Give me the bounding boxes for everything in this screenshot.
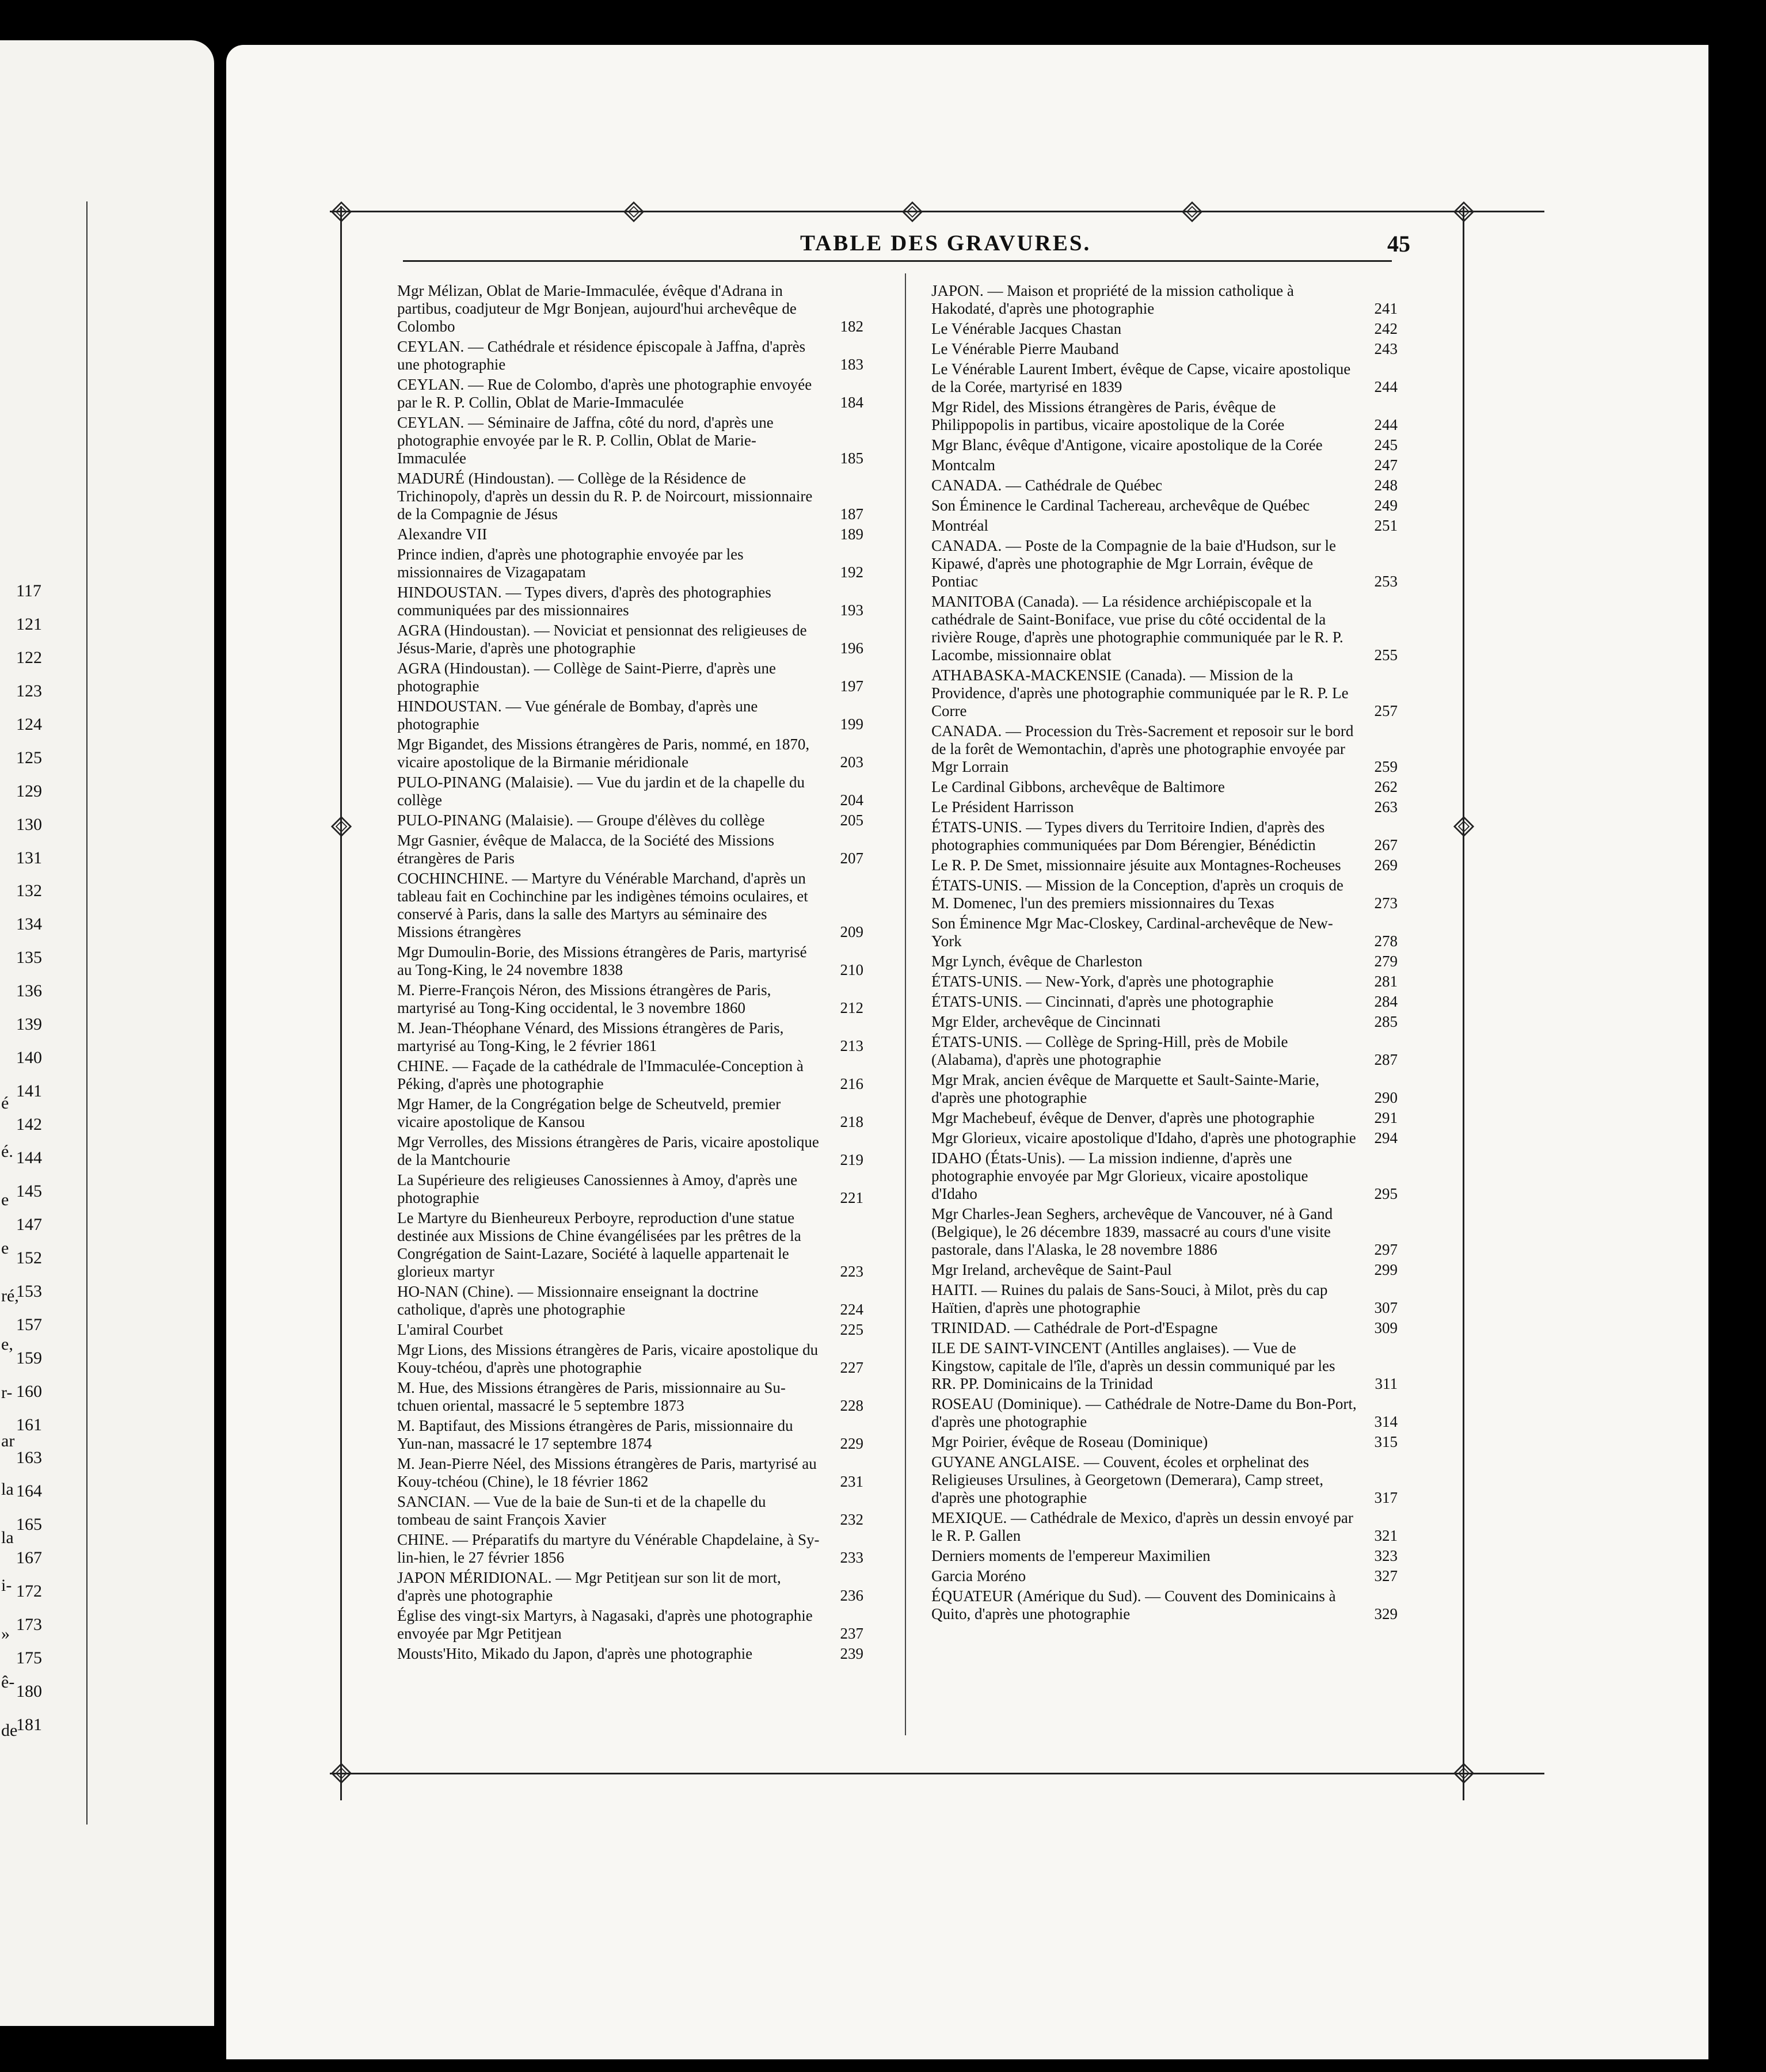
entry-caption: Le Martyre du Bienheureux Perboyre, reproduction d'une statue destinée aux Missions de Chine évangélisées par les prêtres de la Congrégation de Saint-Lazare, Société à laquelle appartenait le glorieux martyr	[397, 1209, 801, 1280]
index-entry	[397, 1379, 863, 1415]
index-entry	[397, 584, 863, 619]
ornament-icon	[1182, 201, 1202, 222]
index-entry	[931, 993, 1398, 1011]
entry-page-number: 210	[840, 961, 863, 978]
index-entry	[397, 622, 863, 657]
facing-page-fragment: e	[1, 1190, 9, 1209]
index-entry	[397, 1341, 863, 1377]
entry-caption: M. Hue, des Missions étrangères de Paris, missionnaire au Su-tchuen oriental, massacré le 5 septembre 1873	[397, 1379, 786, 1414]
facing-page-number: 160	[16, 1381, 42, 1401]
entry-caption: JAPON. — Maison et propriété de la mission catholique à Hakodaté, d'après une photographie	[931, 282, 1294, 317]
index-entry	[931, 1587, 1398, 1623]
frame-bottom-rule	[330, 1773, 1544, 1774]
frame-top-rule	[330, 211, 1544, 212]
entry-caption: ÉTATS-UNIS. — Types divers du Territoire Indien, d'après des photographies communiquées par Dom Bérengier, Bénédictin	[931, 818, 1325, 854]
facing-page-number: 117	[16, 581, 41, 600]
entry-page-number: 199	[840, 715, 863, 733]
entry-caption: Mgr Mélizan, Oblat de Marie-Immaculée, évêque d'Adrana in partibus, coadjuteur de Mgr Bonjean, aujourd'hui archevêque de Colombo	[397, 282, 797, 335]
facing-page-fragment: e,	[1, 1335, 13, 1354]
index-entry	[397, 660, 863, 695]
entry-caption: ÉQUATEUR (Amérique du Sud). — Couvent des Dominicains à Quito, d'après une photographie	[931, 1587, 1336, 1622]
index-entry	[397, 414, 863, 467]
entry-caption: Mgr Hamer, de la Congrégation belge de Scheutveld, premier vicaire apostolique de Kansou	[397, 1095, 781, 1130]
entry-page-number: 218	[840, 1113, 863, 1130]
entry-page-number: 212	[840, 999, 863, 1016]
entry-caption: PULO-PINANG (Malaisie). — Groupe d'élèves du collège	[397, 812, 765, 829]
index-entry	[931, 477, 1398, 494]
entry-caption: Montréal	[931, 517, 988, 534]
column-divider	[905, 273, 906, 1735]
facing-page-edge	[0, 40, 214, 2026]
entry-caption: CEYLAN. — Séminaire de Jaffna, côté du nord, d'après une photographie envoyée par le R. P. Collin, Oblat de Marie-Immaculée	[397, 414, 774, 467]
entry-caption: HAITI. — Ruines du palais de Sans-Souci, à Milot, près du cap Haïtien, d'après une photographie	[931, 1281, 1328, 1316]
facing-page-number: 122	[16, 648, 42, 667]
entry-caption: Alexandre VII	[397, 525, 488, 543]
entry-caption: AGRA (Hindoustan). — Noviciat et pensionnat des religieuses de Jésus-Marie, d'après une photographie	[397, 622, 807, 657]
entry-page-number: 225	[840, 1321, 863, 1338]
entry-page-number: 184	[840, 394, 863, 411]
entry-page-number: 231	[840, 1473, 863, 1490]
frame-left-rule	[340, 206, 342, 1800]
facing-page-fragment: la	[1, 1528, 14, 1547]
index-entry	[931, 915, 1398, 950]
entry-caption: Mousts'Hito, Mikado du Japon, d'après une photographie	[397, 1645, 753, 1662]
ornament-icon	[331, 201, 352, 222]
page-number: 45	[1387, 231, 1410, 257]
index-entry	[397, 736, 863, 771]
index-entry	[931, 1567, 1398, 1585]
index-entry	[931, 1149, 1398, 1203]
entry-caption: MADURÉ (Hindoustan). — Collège de la Résidence de Trichinopoly, d'après un dessin du R. P. de Noircourt, missionnaire de la Compagnie de Jésus	[397, 470, 813, 523]
entry-page-number: 189	[840, 525, 863, 543]
entry-caption: HINDOUSTAN. — Vue générale de Bombay, d'après une photographie	[397, 698, 758, 733]
facing-page-frame-line	[86, 201, 87, 1825]
index-entry	[931, 798, 1398, 816]
entry-caption: TRINIDAD. — Cathédrale de Port-d'Espagne	[931, 1319, 1218, 1336]
index-entry	[931, 856, 1398, 874]
entry-caption: IDAHO (États-Unis). — La mission indienne, d'après une photographie envoyée par Mgr Glorieux, vicaire apostolique d'Idaho	[931, 1149, 1308, 1202]
entry-page-number: 241	[1374, 300, 1398, 317]
entry-caption: Mgr Machebeuf, évêque de Denver, d'après une photographie	[931, 1109, 1315, 1126]
entry-caption: CANADA. — Cathédrale de Québec	[931, 477, 1163, 494]
entry-page-number: 219	[840, 1151, 863, 1168]
index-entry	[931, 1547, 1398, 1565]
entry-page-number: 247	[1374, 456, 1398, 474]
index-entry	[931, 666, 1398, 720]
entry-page-number: 183	[840, 356, 863, 373]
facing-page-number: 165	[16, 1515, 42, 1534]
index-entry	[397, 981, 863, 1017]
facing-page-fragment: ar	[1, 1431, 15, 1450]
facing-page-number: 125	[16, 748, 42, 767]
entry-page-number: 213	[840, 1037, 863, 1054]
index-entry	[397, 1493, 863, 1529]
entry-page-number: 239	[840, 1645, 863, 1662]
index-entry	[397, 698, 863, 733]
entry-page-number: 307	[1374, 1299, 1398, 1316]
entry-caption: M. Jean-Pierre Néel, des Missions étrangères de Paris, martyrisé au Kouy-tchéou (Chine), le 18 février 1862	[397, 1455, 817, 1490]
entry-page-number: 232	[840, 1511, 863, 1528]
entry-caption: M. Pierre-François Néron, des Missions étrangères de Paris, martyrisé au Tong-King occidental, le 3 novembre 1860	[397, 981, 771, 1016]
ornament-icon	[902, 201, 923, 222]
entry-page-number: 196	[840, 639, 863, 657]
index-entry	[931, 593, 1398, 664]
entry-caption: La Supérieure des religieuses Canossiennes à Amoy, d'après une photographie	[397, 1171, 798, 1206]
index-entry	[397, 1321, 863, 1339]
entry-caption: Mgr Elder, archevêque de Cincinnati	[931, 1013, 1161, 1030]
facing-page-number: 121	[16, 614, 42, 634]
index-entry	[931, 1071, 1398, 1107]
entry-page-number: 259	[1374, 758, 1398, 775]
entry-page-number: 287	[1374, 1051, 1398, 1068]
facing-page-number: 145	[16, 1181, 42, 1201]
facing-page-fragment: r-	[1, 1383, 13, 1403]
entry-caption: Montcalm	[931, 456, 995, 474]
facing-page-number: 141	[16, 1081, 42, 1101]
index-entry	[931, 818, 1398, 854]
facing-page-fragment: de	[1, 1721, 18, 1740]
index-entry	[397, 525, 863, 543]
entry-page-number: 309	[1374, 1319, 1398, 1336]
entry-caption: M. Jean-Théophane Vénard, des Missions étrangères de Paris, martyrisé au Tong-King, le 2 février 1861	[397, 1019, 784, 1054]
index-column-right	[931, 282, 1398, 1625]
entry-page-number: 255	[1374, 646, 1398, 664]
facing-page-number: 175	[16, 1648, 42, 1668]
entry-page-number: 204	[840, 791, 863, 809]
index-entry	[931, 1129, 1398, 1147]
ornament-icon	[331, 1763, 352, 1784]
index-entry	[931, 877, 1398, 912]
entry-page-number: 245	[1374, 436, 1398, 454]
entry-page-number: 197	[840, 677, 863, 695]
entry-caption: MEXIQUE. — Cathédrale de Mexico, d'après un dessin envoyé par le R. P. Gallen	[931, 1509, 1353, 1544]
index-entry	[397, 282, 863, 336]
index-entry	[931, 973, 1398, 991]
facing-page-number: 144	[16, 1148, 42, 1167]
entry-page-number: 311	[1375, 1375, 1398, 1392]
index-entry	[397, 1417, 863, 1453]
index-entry	[931, 1509, 1398, 1545]
entry-page-number: 323	[1374, 1547, 1398, 1564]
index-entry	[931, 1013, 1398, 1031]
entry-page-number: 237	[840, 1625, 863, 1642]
index-entry	[397, 1531, 863, 1567]
entry-page-number: 216	[840, 1075, 863, 1092]
entry-page-number: 185	[840, 450, 863, 467]
index-entry	[931, 1453, 1398, 1507]
entry-caption: MANITOBA (Canada). — La résidence archiépiscopale et la cathédrale de Saint-Boniface, vue prise du côté occidental de la rivière Rouge, d'après une photographie communiquée par le R. P. Lacombe, missionnaire oblat	[931, 593, 1343, 664]
index-entry	[397, 1607, 863, 1643]
index-entry	[397, 1455, 863, 1491]
entry-page-number: 295	[1374, 1185, 1398, 1202]
index-entry	[931, 360, 1398, 396]
entry-page-number: 207	[840, 850, 863, 867]
index-entry	[931, 1395, 1398, 1431]
entry-page-number: 315	[1374, 1433, 1398, 1450]
index-entry	[397, 338, 863, 374]
entry-caption: Mgr Dumoulin-Borie, des Missions étrangères de Paris, martyrisé au Tong-King, le 24 novembre 1838	[397, 943, 807, 978]
index-entry	[931, 537, 1398, 591]
facing-page-number: 131	[16, 848, 42, 867]
index-entry	[397, 1171, 863, 1207]
entry-caption: Mgr Verrolles, des Missions étrangères de Paris, vicaire apostolique de la Mantchourie	[397, 1133, 819, 1168]
index-entry	[397, 774, 863, 809]
entry-page-number: 233	[840, 1549, 863, 1566]
index-entry	[931, 1205, 1398, 1259]
entry-caption: ÉTATS-UNIS. — Mission de la Conception, d'après un croquis de M. Domenec, l'un des premiers missionnaires du Texas	[931, 877, 1343, 912]
entry-caption: L'amiral Courbet	[397, 1321, 504, 1338]
facing-page-number: 140	[16, 1048, 42, 1068]
ornament-icon	[1453, 816, 1474, 837]
index-entry	[931, 1339, 1398, 1393]
entry-page-number: 329	[1374, 1605, 1398, 1622]
ornament-icon	[623, 201, 644, 222]
facing-page-fragment: ê-	[1, 1673, 15, 1692]
index-entry	[397, 1095, 863, 1131]
facing-page-number: 132	[16, 881, 42, 901]
entry-page-number: 278	[1374, 932, 1398, 950]
ornament-icon	[331, 816, 352, 837]
frame-right-rule	[1463, 206, 1464, 1800]
entry-page-number: 248	[1374, 477, 1398, 494]
entry-caption: Le Vénérable Laurent Imbert, évêque de Capse, vicaire apostolique de la Corée, martyrisé en 1839	[931, 360, 1351, 395]
facing-page-number: 124	[16, 714, 42, 734]
entry-page-number: 314	[1374, 1413, 1398, 1430]
facing-page-number: 147	[16, 1214, 42, 1234]
entry-page-number: 257	[1374, 702, 1398, 719]
entry-caption: ÉTATS-UNIS. — Collège de Spring-Hill, près de Mobile (Alabama), d'après une photographie	[931, 1033, 1288, 1068]
entry-page-number: 263	[1374, 798, 1398, 816]
entry-page-number: 249	[1374, 497, 1398, 514]
entry-caption: PULO-PINANG (Malaisie). — Vue du jardin et de la chapelle du collège	[397, 774, 805, 809]
running-head-title: TABLE DES GRAVURES.	[800, 231, 1091, 256]
entry-page-number: 227	[840, 1359, 863, 1376]
entry-caption: CANADA. — Procession du Très-Sacrement et reposoir sur le bord de la forêt de Wemontachin, d'après une photographie envoyée par Mgr Lorrain	[931, 722, 1354, 775]
entry-caption: HINDOUSTAN. — Types divers, d'après des photographies communiquées par des missionnaires	[397, 584, 771, 619]
facing-page-number: 152	[16, 1248, 42, 1267]
entry-caption: ROSEAU (Dominique). — Cathédrale de Notre-Dame du Bon-Port, d'après une photographie	[931, 1395, 1357, 1430]
index-entry	[397, 832, 863, 867]
index-entry	[931, 1281, 1398, 1317]
facing-page-fragment: é.	[1, 1141, 13, 1161]
entry-page-number: 253	[1374, 573, 1398, 590]
ornament-icon	[1453, 1763, 1474, 1784]
facing-page-number: 159	[16, 1348, 42, 1368]
entry-caption: Mgr Charles-Jean Seghers, archevêque de Vancouver, né à Gand (Belgique), le 26 décembre 1839, massacré au cours d'une visite pastorale, dans l'Alaska, le 28 novembre 1886	[931, 1205, 1333, 1258]
entry-caption: Mgr Gasnier, évêque de Malacca, de la Société des Missions étrangères de Paris	[397, 832, 774, 867]
entry-caption: ÉTATS-UNIS. — New-York, d'après une photographie	[931, 973, 1274, 990]
facing-page-number: 130	[16, 814, 42, 834]
entry-caption: Mgr Bigandet, des Missions étrangères de Paris, nommé, en 1870, vicaire apostolique de la Birmanie méridionale	[397, 736, 810, 771]
entry-page-number: 236	[840, 1587, 863, 1604]
index-entry	[931, 436, 1398, 454]
index-entry	[397, 1283, 863, 1319]
entry-page-number: 229	[840, 1435, 863, 1452]
entry-caption: Prince indien, d'après une photographie envoyée par les missionnaires de Vizagapatam	[397, 546, 744, 581]
index-entry	[931, 1433, 1398, 1451]
entry-page-number: 281	[1374, 973, 1398, 990]
entry-caption: CHINE. — Préparatifs du martyre du Vénérable Chapdelaine, à Sy-lin-hien, le 27 février 1856	[397, 1531, 820, 1566]
entry-page-number: 205	[840, 812, 863, 829]
index-entry	[931, 320, 1398, 338]
facing-page-fragment: é	[1, 1094, 9, 1113]
facing-page-number: 157	[16, 1315, 42, 1334]
entry-page-number: 203	[840, 753, 863, 771]
facing-page-number: 180	[16, 1682, 42, 1701]
facing-page-number: 134	[16, 915, 42, 934]
entry-page-number: 221	[840, 1189, 863, 1206]
index-entry	[397, 1019, 863, 1055]
entry-caption: Le Président Harrisson	[931, 798, 1074, 816]
entry-caption: Son Éminence Mgr Mac-Closkey, Cardinal-archevêque de New-York	[931, 915, 1333, 950]
entry-page-number: 269	[1374, 856, 1398, 874]
facing-page-number: 136	[16, 981, 42, 1001]
index-entry	[931, 722, 1398, 776]
entry-page-number: 317	[1374, 1489, 1398, 1506]
index-entry	[397, 1209, 863, 1281]
facing-page-fragment: i-	[1, 1576, 12, 1595]
entry-caption: Le R. P. De Smet, missionnaire jésuite aux Montagnes-Rocheuses	[931, 856, 1341, 874]
entry-caption: Mgr Lynch, évêque de Charleston	[931, 953, 1143, 970]
entry-caption: CEYLAN. — Cathédrale et résidence épiscopale à Jaffna, d'après une photographie	[397, 338, 806, 373]
entry-caption: AGRA (Hindoustan). — Collège de Saint-Pierre, d'après une photographie	[397, 660, 776, 695]
index-entry	[931, 497, 1398, 515]
entry-caption: Son Éminence le Cardinal Tachereau, archevêque de Québec	[931, 497, 1310, 514]
index-entry	[397, 812, 863, 829]
entry-caption: CEYLAN. — Rue de Colombo, d'après une photographie envoyée par le R. P. Collin, Oblat de Marie-Immaculée	[397, 376, 812, 411]
entry-page-number: 321	[1374, 1527, 1398, 1544]
facing-page-number: 139	[16, 1015, 42, 1034]
index-entry	[931, 1261, 1398, 1279]
entry-caption: Mgr Poirier, évêque de Roseau (Dominique)	[931, 1433, 1208, 1450]
entry-caption: Église des vingt-six Martyrs, à Nagasaki, d'après une photographie envoyée par Mgr Petitjean	[397, 1607, 813, 1642]
index-entry	[397, 943, 863, 979]
entry-page-number: 242	[1374, 320, 1398, 337]
entry-page-number: 297	[1374, 1241, 1398, 1258]
entry-caption: ÉTATS-UNIS. — Cincinnati, d'après une photographie	[931, 993, 1274, 1010]
index-entry	[397, 1057, 863, 1093]
entry-page-number: 187	[840, 505, 863, 523]
entry-caption: M. Baptifaut, des Missions étrangères de Paris, missionnaire du Yun-nan, massacré le 17 septembre 1874	[397, 1417, 793, 1452]
entry-page-number: 285	[1374, 1013, 1398, 1030]
entry-page-number: 299	[1374, 1261, 1398, 1278]
facing-page-number: 142	[16, 1115, 42, 1134]
facing-page-number: 123	[16, 681, 42, 700]
entry-caption: HO-NAN (Chine). — Missionnaire enseignant la doctrine catholique, d'après une photographie	[397, 1283, 759, 1318]
entry-caption: Le Vénérable Pierre Mauband	[931, 340, 1119, 357]
index-entry	[931, 517, 1398, 535]
entry-caption: COCHINCHINE. — Martyre du Vénérable Marchand, d'après un tableau fait en Cochinchine par les indigènes témoins oculaires, et conservé à Paris, dans la salle des Martyrs au séminaire des Missions étrangères	[397, 870, 808, 940]
index-entry	[931, 1033, 1398, 1069]
entry-page-number: 182	[840, 318, 863, 335]
facing-page-number: 163	[16, 1448, 42, 1468]
ornament-icon	[1453, 201, 1474, 222]
entry-page-number: 284	[1374, 993, 1398, 1010]
entry-page-number: 209	[840, 923, 863, 940]
entry-caption: CANADA. — Poste de la Compagnie de la baie d'Hudson, sur le Kipawé, d'après une photographie de Mgr Lorrain, évêque de Pontiac	[931, 537, 1337, 590]
entry-caption: Le Vénérable Jacques Chastan	[931, 320, 1122, 337]
entry-page-number: 327	[1374, 1567, 1398, 1585]
index-entry	[397, 1133, 863, 1169]
index-entry	[931, 282, 1398, 318]
facing-page-fragment: la	[1, 1479, 14, 1499]
entry-page-number: 262	[1374, 778, 1398, 795]
entry-page-number: 192	[840, 563, 863, 581]
entry-page-number: 228	[840, 1397, 863, 1414]
entry-page-number: 279	[1374, 953, 1398, 970]
entry-caption: Garcia Moréno	[931, 1567, 1026, 1585]
index-column-left	[397, 282, 863, 1665]
entry-caption: Mgr Lions, des Missions étrangères de Paris, vicaire apostolique du Kouy-tchéou, d'après une photographie	[397, 1341, 819, 1376]
entry-page-number: 251	[1374, 517, 1398, 534]
entry-page-number: 244	[1374, 378, 1398, 395]
facing-page-fragment: ré,	[1, 1286, 19, 1306]
entry-page-number: 267	[1374, 836, 1398, 854]
facing-page-fragment: e	[1, 1238, 9, 1258]
entry-caption: SANCIAN. — Vue de la baie de Sun-ti et de la chapelle du tombeau de saint François Xavier	[397, 1493, 766, 1528]
entry-caption: GUYANE ANGLAISE. — Couvent, écoles et orphelinat des Religieuses Ursulines, à Georgetown (Demerara), Camp street, d'après une photographie	[931, 1453, 1324, 1506]
index-entry	[931, 953, 1398, 970]
index-entry	[931, 398, 1398, 434]
index-entry	[397, 546, 863, 581]
entry-caption: Mgr Ireland, archevêque de Saint-Paul	[931, 1261, 1172, 1278]
entry-page-number: 294	[1374, 1129, 1398, 1147]
entry-caption: JAPON MÉRIDIONAL. — Mgr Petitjean sur son lit de mort, d'après une photographie	[397, 1569, 781, 1604]
entry-page-number: 273	[1374, 894, 1398, 912]
facing-page-number: 172	[16, 1582, 42, 1601]
index-entry	[931, 1319, 1398, 1337]
entry-caption: ATHABASKA-MACKENSIE (Canada). — Mission de la Providence, d'après une photographie communiquée par le R. P. Le Corre	[931, 666, 1349, 719]
index-entry	[397, 870, 863, 941]
entry-page-number: 193	[840, 601, 863, 619]
index-entry	[397, 1569, 863, 1605]
entry-caption: Mgr Blanc, évêque d'Antigone, vicaire apostolique de la Corée	[931, 436, 1323, 454]
index-entry	[931, 778, 1398, 796]
header-rule	[403, 260, 1392, 262]
index-entry	[397, 1645, 863, 1663]
facing-page-number: 167	[16, 1548, 42, 1568]
entry-caption: Mgr Glorieux, vicaire apostolique d'Idaho, d'après une photographie	[931, 1129, 1356, 1147]
entry-caption: CHINE. — Façade de la cathédrale de l'Immaculée-Conception à Péking, d'après une photographie	[397, 1057, 804, 1092]
entry-page-number: 224	[840, 1301, 863, 1318]
index-entry	[397, 470, 863, 523]
entry-page-number: 244	[1374, 416, 1398, 433]
facing-page-fragment: »	[1, 1624, 10, 1644]
entry-page-number: 290	[1374, 1089, 1398, 1106]
entry-page-number: 291	[1374, 1109, 1398, 1126]
facing-page-number: 153	[16, 1281, 42, 1301]
entry-caption: Derniers moments de l'empereur Maximilien	[931, 1547, 1211, 1564]
facing-page-number: 129	[16, 781, 42, 801]
facing-page-number: 173	[16, 1615, 42, 1635]
index-entry	[931, 1109, 1398, 1127]
entry-caption: Mgr Ridel, des Missions étrangères de Paris, évêque de Philippopolis in partibus, vicaire apostolique de la Corée	[931, 398, 1285, 433]
index-entry	[931, 340, 1398, 358]
facing-page-number: 135	[16, 948, 42, 968]
entry-page-number: 243	[1374, 340, 1398, 357]
facing-page-number: 161	[16, 1415, 42, 1434]
index-entry	[931, 456, 1398, 474]
entry-page-number: 223	[840, 1263, 863, 1280]
entry-caption: Le Cardinal Gibbons, archevêque de Baltimore	[931, 778, 1225, 795]
entry-caption: Mgr Mrak, ancien évêque de Marquette et Sault-Sainte-Marie, d'après une photographie	[931, 1071, 1319, 1106]
facing-page-number: 181	[16, 1715, 42, 1734]
index-entry	[397, 376, 863, 412]
facing-page-number: 164	[16, 1481, 42, 1501]
entry-caption: ILE DE SAINT-VINCENT (Antilles anglaises). — Vue de Kingstow, capitale de l'île, d'après un dessin communiqué par les RR. PP. Dominicains de la Trinidad	[931, 1339, 1335, 1392]
